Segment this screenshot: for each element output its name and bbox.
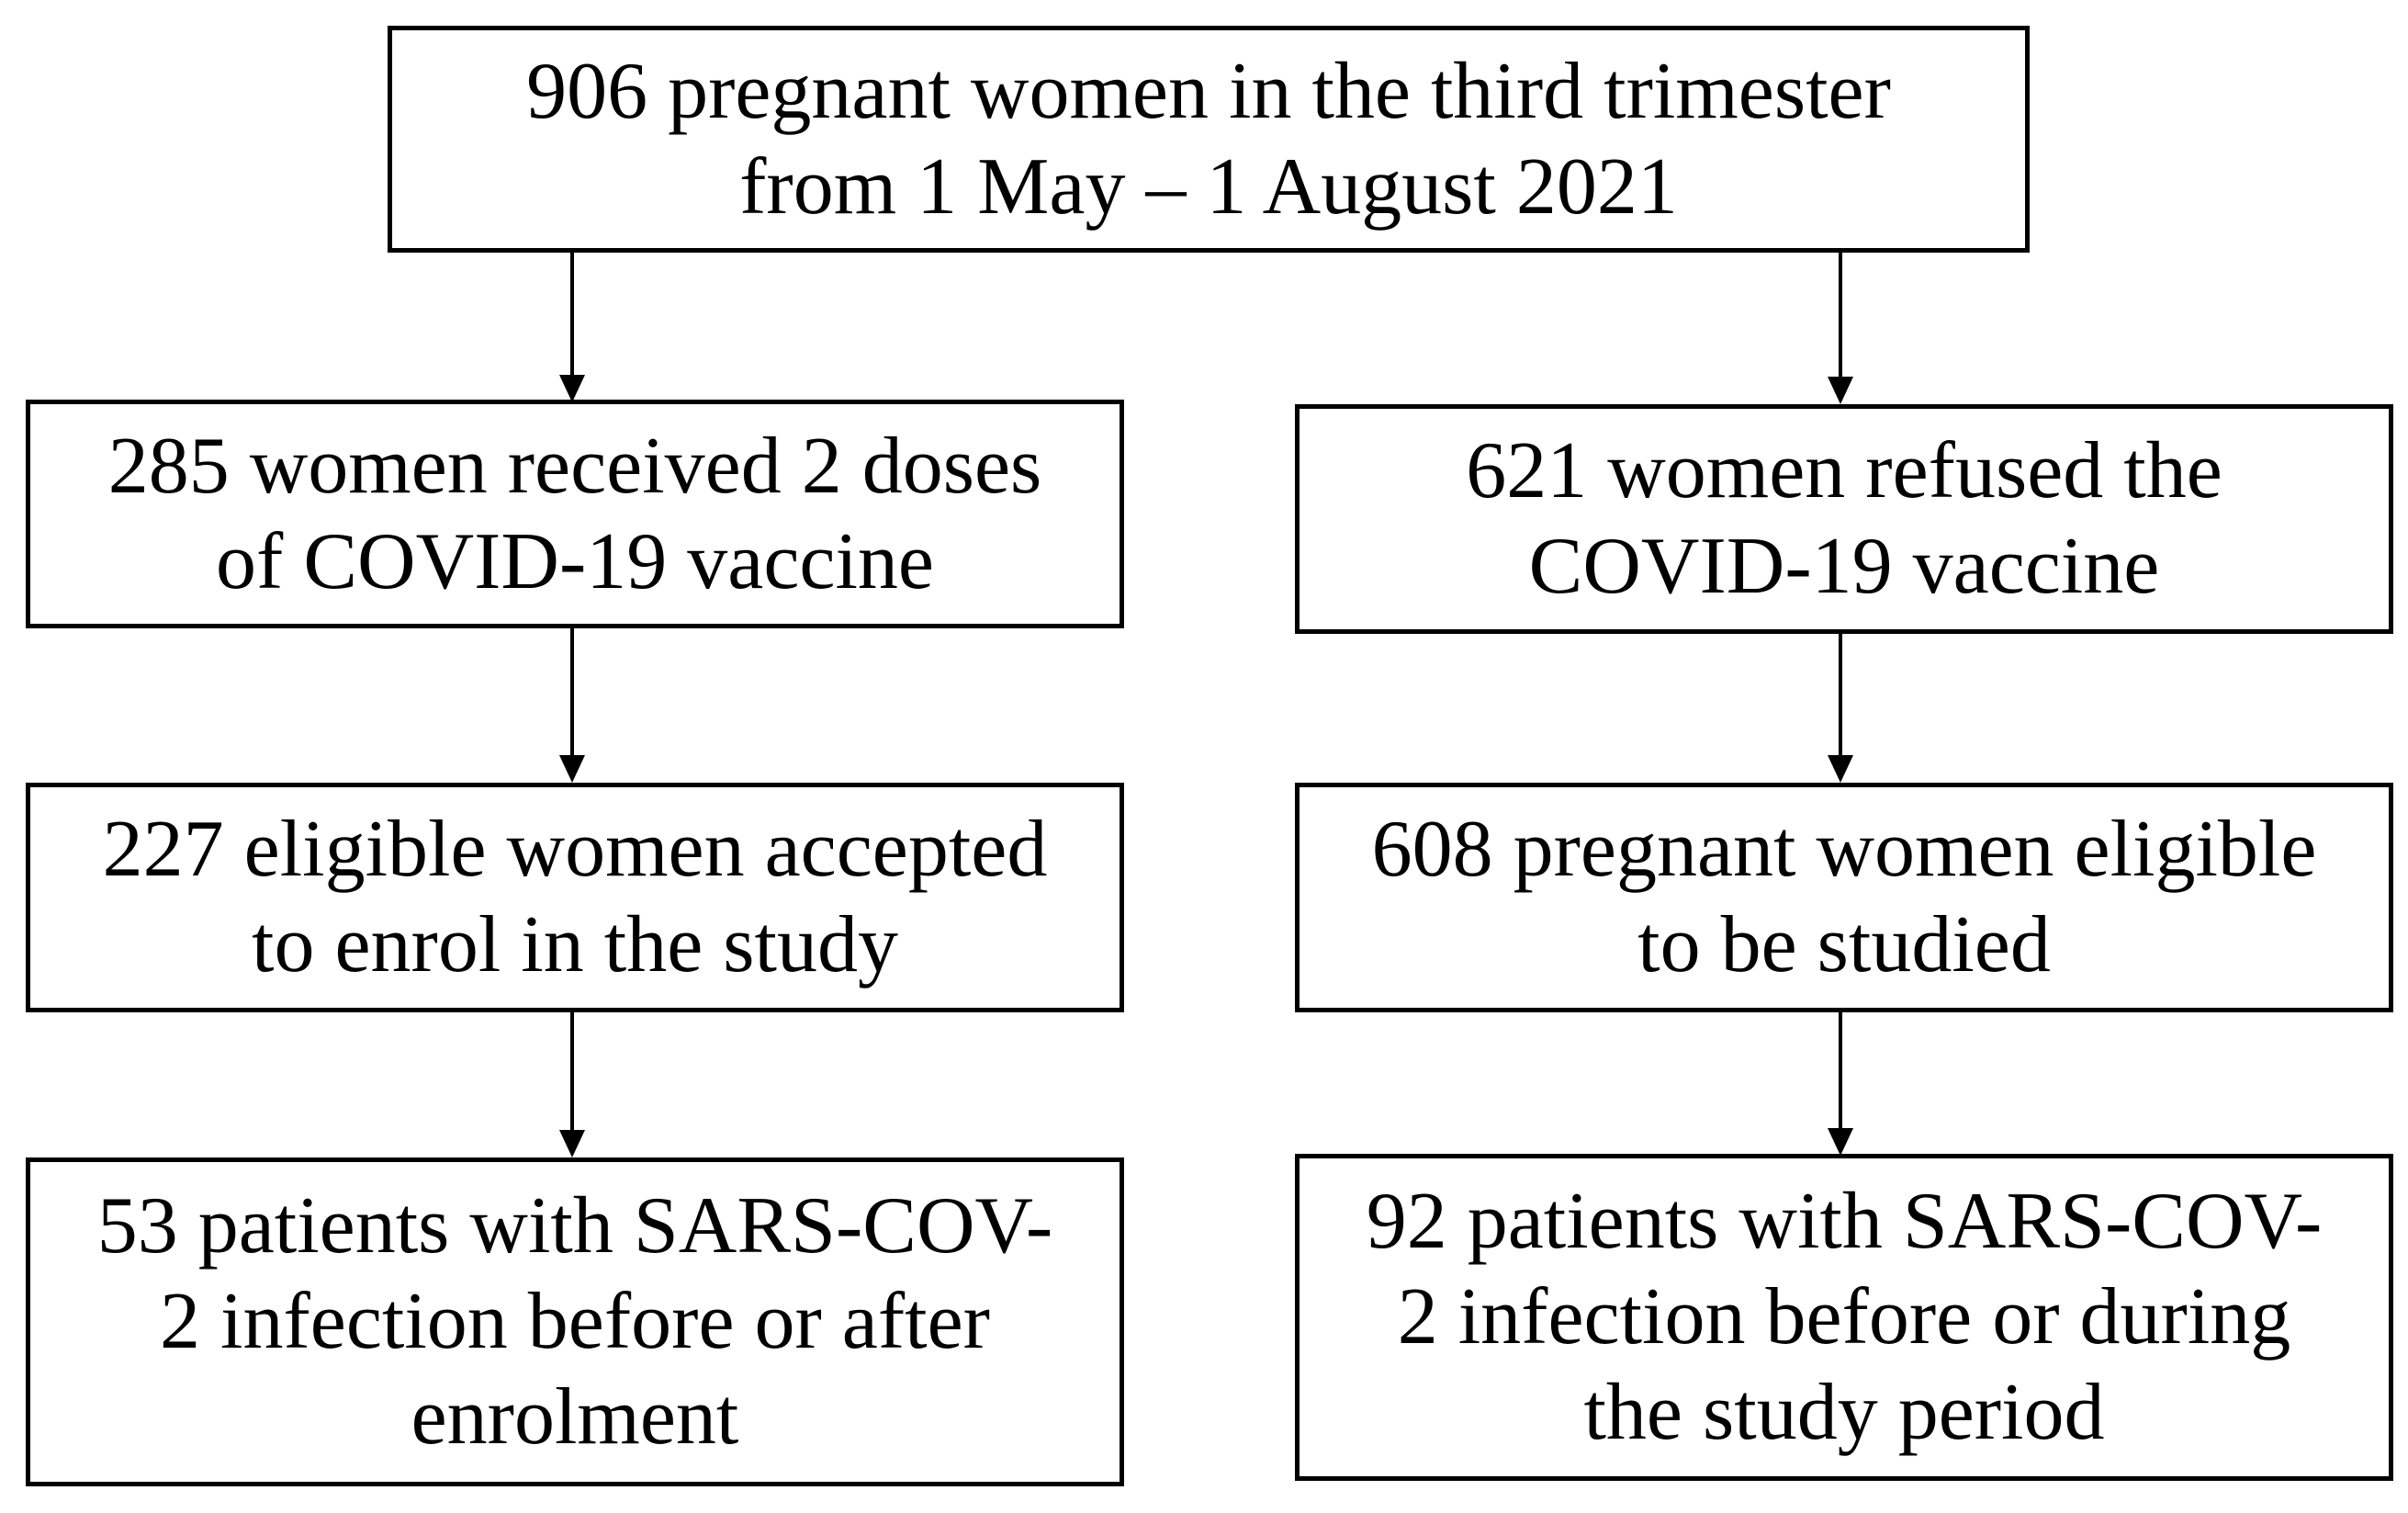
arrowhead-right-1-to-right-2 <box>1828 755 1853 783</box>
left-box-3 <box>26 1157 1124 1486</box>
right-box-3 <box>1295 1154 2393 1481</box>
top-box <box>388 26 2030 253</box>
right-box-2 <box>1295 783 2393 1012</box>
right-box-2-text: 608 pregnant women eligible to be studied <box>1371 805 2317 989</box>
arrowhead-top-to-left-1 <box>559 375 585 402</box>
left-box-1 <box>26 400 1124 628</box>
right-box-1-text: 621 women refused the COVID-19 vaccine <box>1466 426 2222 611</box>
left-box-1-text: 285 women received 2 doses of COVID-19 vaccine <box>107 421 1042 606</box>
arrowhead-left-1-to-left-2 <box>559 755 585 783</box>
left-box-2-text: 227 eligible women accepted to enrol in the study <box>102 805 1048 989</box>
left-box-2 <box>26 783 1124 1012</box>
arrowhead-left-2-to-left-3 <box>559 1130 585 1157</box>
left-box-3-text: 53 patients with SARS-COV- 2 infection before or after enrolment <box>96 1181 1053 1462</box>
arrowhead-top-to-right-1 <box>1828 377 1853 404</box>
arrowhead-right-2-to-right-3 <box>1828 1128 1853 1156</box>
right-box-1 <box>1295 404 2393 634</box>
top-box-text: 906 pregnant women in the third trimester from 1 May – 1 August 2021 <box>526 46 1891 231</box>
right-box-3-text: 92 patients with SARS-COV- 2 infection before or during the study period <box>1366 1177 2323 1457</box>
